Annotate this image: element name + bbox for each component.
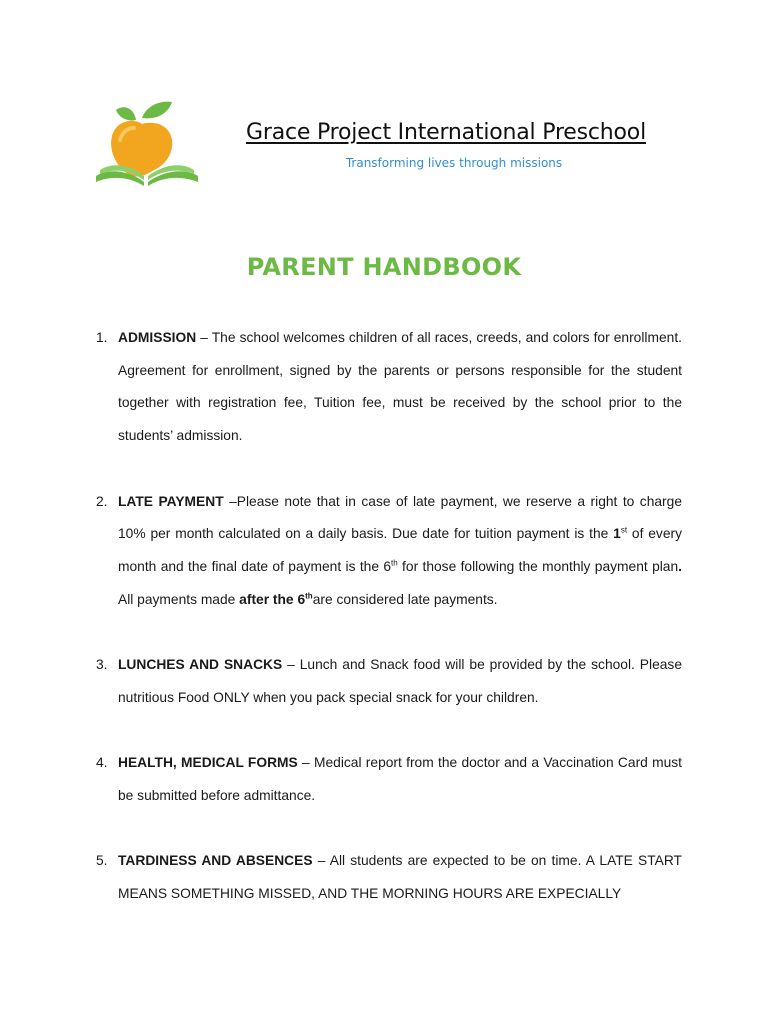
item-superscript: st bbox=[620, 525, 628, 535]
handbook-item-admission bbox=[96, 322, 682, 453]
item-text-bold: after the 6 bbox=[239, 591, 306, 607]
handbook-item-late-payment bbox=[96, 486, 682, 617]
school-name: Grace Project International Preschool bbox=[246, 120, 646, 145]
item-text: are considered late payments. bbox=[312, 591, 498, 607]
handbook-item-health bbox=[96, 747, 682, 812]
item-number: 2. bbox=[96, 493, 108, 509]
item-text: – Medical report from the doctor and a Vaccination Card must be submitted before admittance. bbox=[118, 755, 683, 803]
item-text: of every month and the final date of payment is the 6 bbox=[118, 526, 682, 574]
school-logo bbox=[94, 96, 200, 188]
school-tagline: Transforming lives through missions bbox=[345, 156, 563, 170]
item-heading: ADMISSION bbox=[118, 330, 197, 345]
item-heading: TARDINESS AND ABSENCES bbox=[118, 853, 313, 869]
logo-leaf-left bbox=[116, 107, 136, 120]
item-text: All payments made bbox=[118, 591, 240, 607]
item-number: 4. bbox=[96, 755, 108, 771]
item-text: – All students are expected to be on time. A LATE START MEANS SOMETHING MISSED, AND THE MORNING HOURS ARE EXPECIALLY bbox=[118, 853, 682, 901]
item-text: – The school welcomes children of all races, creeds, and colors for enrollment. Agreement for enrollment, signed by the parents or persons responsible for the student together with registration fee, Tuition fee, must be received by the school prior to the students’ admission. bbox=[118, 330, 682, 444]
handbook-item-tardiness bbox=[96, 845, 682, 910]
item-heading: HEALTH, MEDICAL FORMS bbox=[118, 755, 298, 771]
item-superscript: th bbox=[305, 591, 313, 601]
item-number: 1. bbox=[96, 330, 108, 345]
item-text: – Lunch and Snack food will be provided by the school. Please nutritious Food ONLY when you pack special snack for your children. bbox=[118, 657, 682, 705]
item-text-bold: 1 bbox=[613, 526, 621, 542]
item-text: for those following the monthly payment plan bbox=[397, 558, 679, 574]
item-superscript: th bbox=[391, 558, 398, 568]
item-heading: LUNCHES AND SNACKS bbox=[118, 657, 283, 672]
logo-leaf-right bbox=[142, 102, 172, 119]
item-text-bold: . bbox=[678, 558, 682, 574]
document-title: PARENT HANDBOOK bbox=[246, 253, 522, 281]
item-number: 5. bbox=[96, 853, 108, 869]
item-text: –Please note that in case of late payment, we reserve a right to charge 10% per month calculated on a daily basis. Due date for tuition payment is the bbox=[118, 493, 682, 542]
item-number: 3. bbox=[96, 657, 108, 672]
handbook-items bbox=[96, 322, 682, 911]
handbook-item-lunches bbox=[96, 649, 682, 714]
item-heading: LATE PAYMENT bbox=[118, 493, 224, 509]
